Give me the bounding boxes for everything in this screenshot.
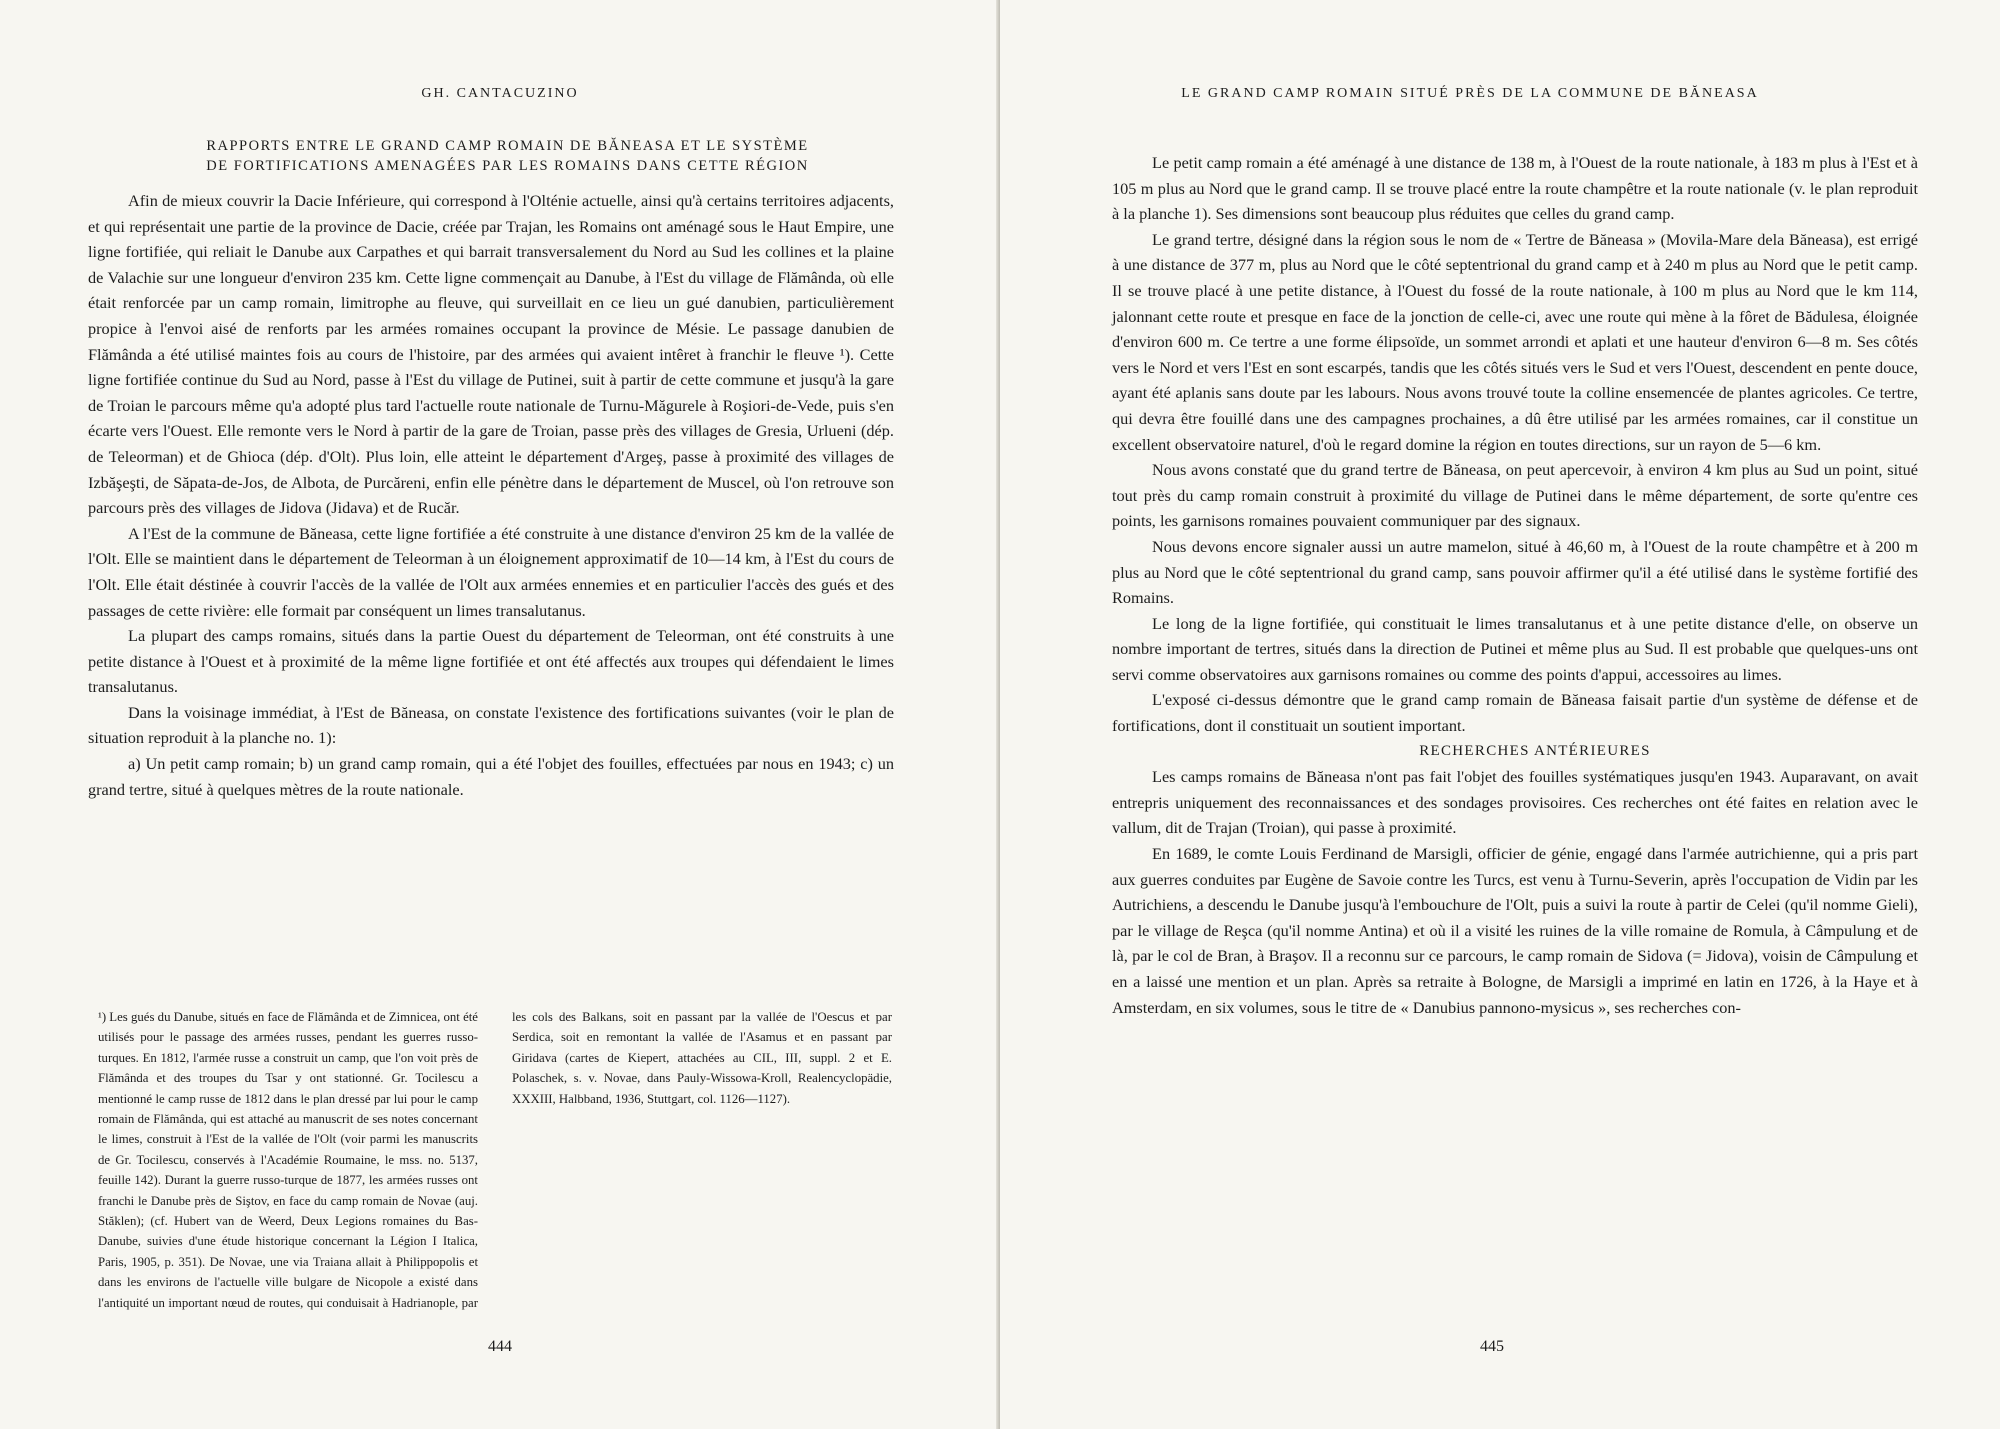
section-title-recherches: RECHERCHES ANTÉRIEURES [1419, 742, 1651, 759]
running-head-right: LE GRAND CAMP ROMAIN SITUÉ PRÈS DE LA COMMUNE DE BĂNEASA [1181, 86, 1759, 101]
paragraph: Le long de la ligne fortifiée, qui constituait le limes transalutanus et à une petite distance d'elle, on observe un nombre important de tertres, situés dans la direction de Putinei et même plus au Sud. Il est probable que quelques-uns ont servi comme observatoires aux garnisons romaines ou comme des points d'appui, accessoires au limes. [1112, 613, 1918, 684]
paragraph: A l'Est de la commune de Băneasa, cette ligne fortifiée a été construite à une distance d'environ 25 km de la vallée de l'Olt. Elle se maintient dans le département de Teleorman à un éloignement approximatif de 10—14 km, à l'Est du cours de l'Olt. Elle était déstinée à couvrir l'accès de la vallée de l'Olt aux armées ennemies et en particulier l'accès des gués et des passages de cette rivière: elle formait par conséquent un limes transalutanus. [88, 523, 894, 620]
paragraph: Nous devons encore signaler aussi un autre mamelon, situé à 46,60 m, à l'Ouest de la route champêtre et à 200 m plus au Nord que le côté septentrional du grand camp, sans pouvoir affirmer qu'il a été utilisé dans le système fortifié des Romains. [1112, 536, 1918, 608]
footnote-1: ¹) Les gués du Danube, situés en face de Flămânda et de Zimnicea, ont été utilisés pour le passage des armées russes, pendant les guerres russo-turques. En 1812, l'armée russe a construit un camp, que l'on voit près de Flămânda et des troupes du Tsar y ont stationné. Gr. Tocilescu a mentionné le camp russe de 1812 dans le plan dressé par lui pour le camp romain de Flămânda, qui est attaché au manuscrit de ses notes concernant le limes, construit à l'Est de la vallée de l'Olt (voir parmi les manuscrits de Gr. Tocilescu, conservés à l'Académie Roumaine, le mss. no. 5137, feuille 142). Durant la guerre russo-turque de 1877, les armées russes ont franchi le Danube près de Siştov, en face du camp romain de Novae (auj. Stăklen); (cf. Hubert van de Weerd, Deux Legions romaines du Bas-Danube, suivies d'une étude historique concernant la Légion I Italica, Paris, 1905, p. 351). De Novae, une via Traiana allait à Philippopolis et dans les environs de l'actuelle ville bulgare de Nicopole a existé dans l'antiquité un important nœud de routes, qui conduisait à Hadrianople, par les cols des Balkans, soit en passant par la vallée de l'Oescus et par Serdica, soit en remontant la vallée de l'Asamus et en passant par Giridava (cartes de Kiepert, attachées au CIL, III, suppl. 2 et E. Polaschek, s. v. Novae, dans Pauly-Wissowa-Kroll, Realencyclopädie, XXXIII, Halbband, 1936, Stuttgart, col. 1126—1127). [98, 1010, 892, 1310]
section-title-rapports [110, 136, 905, 176]
paragraph: Les camps romains de Băneasa n'ont pas fait l'objet des fouilles systématiques jusqu'en 1943. Auparavant, on avait entrepris uniquement des reconnaissances et des sondages provisoires. Ces recherches ont été faites en relation avec le vallum, dit de Trajan (Troian), qui passe à proximité. [1112, 767, 1918, 838]
paragraph: Le grand tertre, désigné dans la région sous le nom de « Tertre de Băneasa » (Movila-Mare dela Băneasa), est errigé à une distance de 377 m, plus au Nord que le côté septentrional du grand camp et à 240 m plus au Nord que le petit camp. Il se trouve placé à une petite distance, à l'Ouest du fossé de la route nationale, à 100 m plus au Nord que le km 114, jalonnant cette route et presque en face de la jonction de celle-ci, avec une route qui mène à la fôret de Bădulesa, éloignée d'environ 600 m. Ce tertre a une forme élipsoïde, un sommet arrondi et aplati et une hauteur d'environ 6—8 m. Ses côtés vers le Nord et vers l'Est en sont escarpés, tandis que les côtés situés vers le Sud et vers l'Ouest, descendent en pente douce, ayant été aplanis sans doute par les labours. Nous avons trouvé toute la colline ensemencée de plantes agricoles. Ce tertre, qui devra être fouillé dans une des campagnes prochaines, a dû être utilisé par les armées romaines, car il constitue un excellent observatoire naturel, d'où le regard domine la région en toutes directions, sur un rayon de 5—6 km. [1112, 229, 1918, 454]
paragraph: En 1689, le comte Louis Ferdinand de Marsigli, officier de génie, engagé dans l'armée autrichienne, qui a pris part aux guerres conduites par Eugène de Savoie contre les Turcs, est venu à Turnu-Severin, après l'occupation de Vidin par les Autrichiens, a descendu le Danube jusqu'à l'embouchure de l'Olt, puis a suivi la route à partir de Celei (qu'il nomme Gieli), par le village de Reşca (qu'il nomme Antina) et où il a visité les ruines de la ville romaine de Romula, à Câmpulung et de là, par le col de Bran, à Braşov. Il a reconnu sur ce parcours, le camp romain de Sidova (= Jidova), voisin de Câmpulung et en a laissé une mention et un plan. Après sa retraite à Bologne, de Marsigli a imprimé en latin en 1726, à la Haye et à Amsterdam, en six volumes, sous le titre de « Danubius pannono-mysicus », ses recherches con- [1112, 844, 1918, 1017]
section-title-line-1: RAPPORTS ENTRE LE GRAND CAMP ROMAIN DE BĂNEASA ET LE SYSTÈME [206, 138, 809, 154]
footnotes [98, 1007, 892, 1327]
left-body-text [88, 188, 894, 802]
paragraph: Le petit camp romain a été aménagé à une distance de 138 m, à l'Ouest de la route nationale, à 183 m plus à l'Est et à 105 m plus au Nord que le grand camp. Il se trouve placé entre la route champêtre et la route nationale (v. le plan reproduit à la planche 1). Ses dimensions sont beaucoup plus réduites que celles du grand camp. [1112, 153, 1918, 224]
running-head-left: GH. CANTACUZINO [421, 86, 579, 101]
section-title-line-2: DE FORTIFICATIONS AMENAGÉES PAR LES ROMAINS DANS CETTE RÉGION [206, 158, 809, 174]
page-number-left: 444 [488, 1338, 512, 1355]
paragraph: Afin de mieux couvrir la Dacie Inférieure, qui correspond à l'Olténie actuelle, ainsi qu'à certains territoires adjacents, et qui représentait une partie de la province de Dacie, créée par Trajan, les Romains ont aménagé sous le Haut Empire, une ligne fortifiée, qui reliait le Danube aux Carpathes et qui barrait transversalement du Nord au Sud les collines et la plaine de Valachie sur une longueur d'environ 235 km. Cette ligne commençait au Danube, à l'Est du village de Flămânda, où elle était renforcée par un camp romain, limitrophe au fleuve, qui surveillait en ce lieu un gué danubien, particulièrement propice à l'envoi aisé de renforts par les armées romaines occupant la province de Mésie. Le passage danubien de Flămânda a été utilisé maintes fois au cours de l'histoire, par des armées qui avaient intêret à franchir le fleuve ¹). Cette ligne fortifiée continue du Sud au Nord, passe à l'Est du village de Putinei, suit à partir de cette commune et jusqu'à la gare de Troian le parcours même qu'a adopté plus tard l'actuelle route nationale de Turnu-Măgurele à Roşiori-de-Vede, puis s'en écarte vers l'Ouest. Elle remonte vers le Nord à partir de la gare de Troian, passe près des villages de Gresia, Urlueni (dép. de Teleorman) et de Ghioca (dép. d'Olt). Plus loin, elle atteint le département d'Argeş, passe à proximité des villages de Izbăşeşti, de Săpata-de-Jos, de Albota, de Purcăreni, enfin elle pénètre dans le département de Muscel, où l'on retrouve son parcours près des villages de Jidova (Jidava) et de Rucăr. [88, 191, 894, 518]
right-body-text [1112, 150, 1918, 1020]
paragraph: Dans la voisinage immédiat, à l'Est de Băneasa, on constate l'existence des fortifications suivantes (voir le plan de situation reproduit à la planche no. 1): [88, 702, 894, 748]
paragraph: Nous avons constaté que du grand tertre de Băneasa, on peut apercevoir, à environ 4 km plus au Sud un point, situé tout près du camp romain construit à proximité du village de Putinei dans le même département, de sorte qu'entre ces points, les garnisons romaines pouvaient communiquer par des signaux. [1112, 460, 1918, 531]
paragraph: a) Un petit camp romain; b) un grand camp romain, qui a été l'objet des fouilles, effectuées par nous en 1943; c) un grand tertre, situé à quelques mètres de la route nationale. [88, 754, 894, 799]
paragraph: La plupart des camps romains, situés dans la partie Ouest du département de Teleorman, ont été construits à une petite distance à l'Ouest et à proximité de la même ligne fortifiée et ont été affectés aux troupes qui défendaient le limes transalutanus. [88, 626, 894, 697]
page-number-right: 445 [1480, 1338, 1504, 1355]
paragraph: L'exposé ci-dessus démontre que le grand camp romain de Băneasa faisait partie d'un système de défense et de fortifications, dont il constituait un soutient important. [1112, 690, 1918, 736]
right-page [1000, 0, 2000, 1429]
